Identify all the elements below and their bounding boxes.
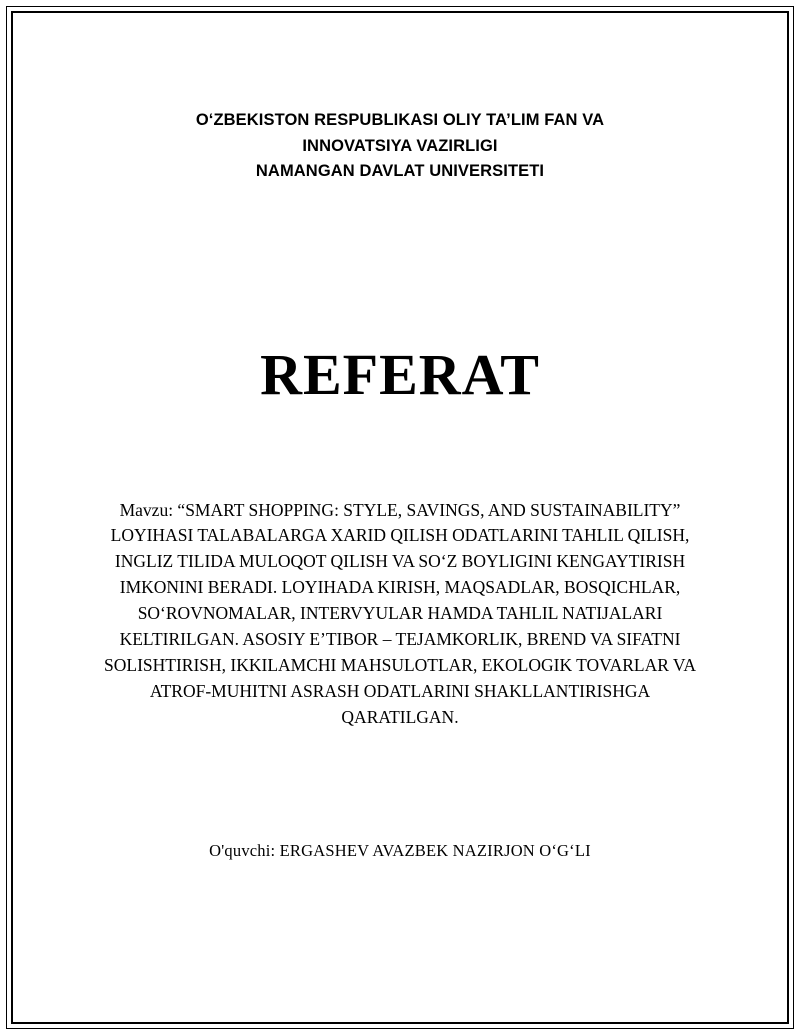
document-title: REFERAT (260, 341, 540, 407)
institution-line-3: NAMANGAN DAVLAT UNIVERSITETI (255, 162, 545, 181)
title-page-content (18, 18, 782, 1017)
institution-line-1: O‘ZBEKISTON RESPUBLIKASI OLIY TA’LIM FAN VA (195, 111, 605, 129)
document-subject: Mavzu: “SMART SHOPPING: STYLE, SAVINGS, AND SUSTAINABILITY” LOYIHASI TALABALARGA XARID QILISH ODATLARINI TAHLIL QILISH, INGLIZ TILIDA MULOQOT QILISH VA SO‘Z BOYLIGINI KENGAYTIRISH IMKONINI BERADI. LOYIHADA KIRISH, MAQSADLAR, BOSQICHLAR, SO‘ROVNOMALAR, INTERVYULAR HAMDA TAHLIL NATIJALARI KELTIRILGAN. ASOSIY E’TIBOR – TEJAMKORLIK, BREND VA SIFATNI SOLISHTIRISH, IKKILAMCHI MAHSULOTLAR, EKOLOGIK TOVARLAR VA ATROF-MUHITNI ASRASH ODATLARINI SHAKLLANTIRISHGA QARATILGAN. (104, 499, 696, 727)
institution-line-2: INNOVATSIYA VAZIRLIGI (302, 136, 498, 155)
institution-header (96, 108, 704, 185)
document-author: O'quvchi: ERGASHEV AVAZBEK NAZIRJON O‘G‘LI (209, 840, 591, 860)
